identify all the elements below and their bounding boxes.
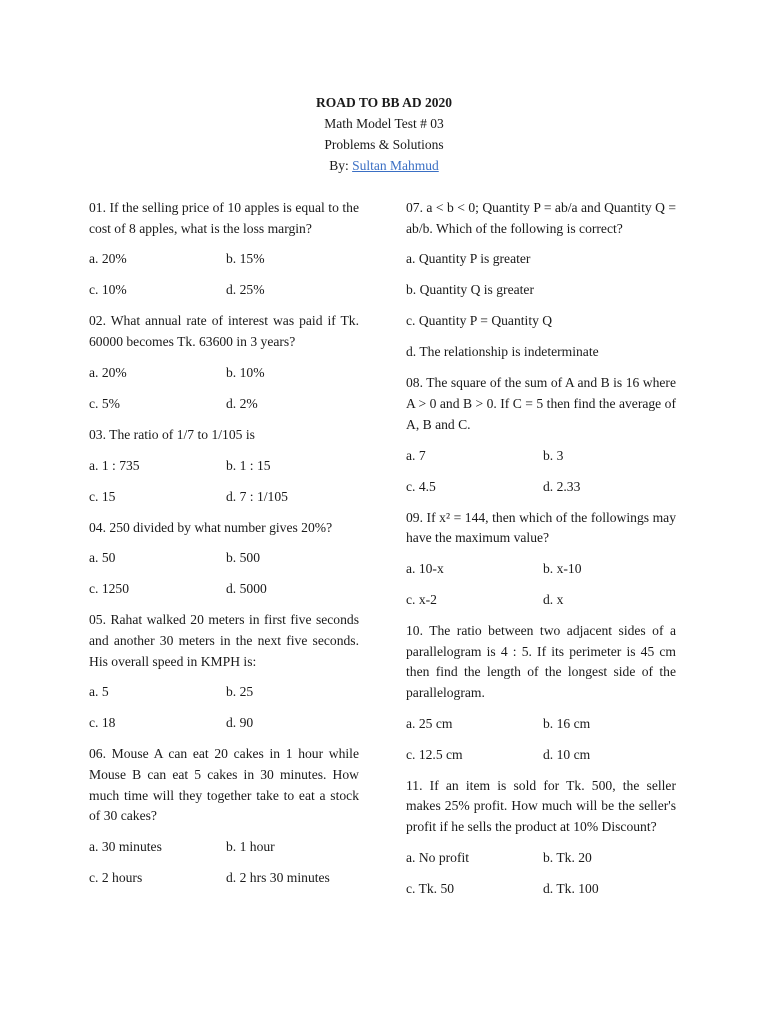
options — [89, 682, 359, 744]
question-06 — [89, 744, 359, 899]
option-c: c. 15 — [89, 488, 116, 504]
option-d: d. 2.33 — [543, 478, 581, 494]
option-c: c. 10% — [89, 282, 127, 298]
option-b: b. 1 : 15 — [226, 457, 271, 473]
question-text: 05. Rahat walked 20 meters in first five seconds and another 30 meters in the next five seconds. His overall speed in KMPH is: — [89, 612, 359, 669]
question-text: 03. The ratio of 1/7 to 1/105 is — [89, 426, 255, 442]
options — [89, 363, 359, 425]
option-a: a. 30 minutes — [89, 839, 162, 855]
option-b: b. 15% — [226, 251, 265, 267]
author-line — [0, 155, 768, 176]
option-b: b. 1 hour — [226, 839, 275, 855]
question-text: 02. What annual rate of interest was paid if Tk. 60000 becomes Tk. 63600 in 3 years? — [89, 313, 359, 350]
option-c: c. 5% — [89, 395, 120, 411]
question-05 — [89, 610, 359, 744]
option-c: c. 18 — [89, 715, 116, 731]
document-subtitle-2: Problems & Solutions — [324, 137, 444, 152]
option-d: d. 25% — [226, 282, 265, 298]
option-b: b. 25 — [226, 684, 254, 700]
option-d: d. 10 cm — [543, 746, 591, 762]
option-a: a. 7 — [406, 447, 426, 463]
option-c: c. 12.5 cm — [406, 746, 463, 762]
question-04 — [89, 518, 359, 611]
question-text: 08. The square of the sum of A and B is 16 where A > 0 and B > 0. If C = 5 then find the average of A, B and C. — [406, 375, 676, 432]
options — [89, 456, 359, 518]
options — [406, 714, 676, 776]
option-a: a. 10-x — [406, 560, 444, 576]
options — [406, 848, 676, 910]
by-label: By: — [329, 158, 353, 173]
options — [406, 446, 676, 508]
option-a: a. 50 — [89, 550, 116, 566]
question-07 — [406, 198, 676, 363]
option-b: b. 16 cm — [543, 715, 591, 731]
option-a: a. No profit — [406, 849, 470, 865]
question-11 — [406, 776, 676, 910]
option-c: c. 4.5 — [406, 478, 436, 494]
option-d: d. 5000 — [226, 581, 267, 597]
option-a: a. Quantity P is greater — [406, 251, 531, 267]
question-02 — [89, 311, 359, 424]
left-column — [89, 198, 359, 899]
options — [89, 249, 359, 311]
options — [406, 559, 676, 621]
author-link[interactable]: Sultan Mahmud — [352, 158, 439, 173]
question-08 — [406, 373, 676, 507]
options — [89, 837, 359, 899]
option-b: b. Tk. 20 — [543, 849, 592, 865]
option-d: d. The relationship is indeterminate — [406, 344, 599, 360]
option-a: a. 20% — [89, 251, 127, 267]
document-subtitle: Math Model Test # 03 — [324, 116, 444, 131]
option-d: d. 7 : 1/105 — [226, 488, 288, 504]
question-01 — [89, 198, 359, 311]
option-d: d. Tk. 100 — [543, 880, 599, 896]
option-b: b. x-10 — [543, 560, 582, 576]
option-b: b. Quantity Q is greater — [406, 282, 534, 298]
question-text: 09. If x² = 144, then which of the followings may have the maximum value? — [406, 509, 676, 546]
question-text: 11. If an item is sold for Tk. 500, the seller makes 25% profit. How much will be the seller's profit if he sells the product at 10% Discount? — [406, 777, 676, 835]
question-text: 04. 250 divided by what number gives 20%? — [89, 519, 333, 535]
option-d: d. 2 hrs 30 minutes — [226, 870, 330, 886]
option-d: d. x — [543, 591, 564, 607]
document-title: ROAD TO BB AD 2020 — [315, 95, 453, 110]
option-a: a. 25 cm — [406, 715, 453, 731]
question-10 — [406, 621, 676, 776]
question-text: 06. Mouse A can eat 20 cakes in 1 hour while Mouse B can eat 5 cakes in 30 minutes. How much time will they together take to eat a stock of 30 cakes? — [89, 746, 359, 824]
option-d: d. 90 — [226, 715, 254, 731]
option-c: c. Tk. 50 — [406, 880, 455, 896]
question-03 — [89, 425, 359, 518]
question-text: 07. a < b < 0; Quantity P = ab/a and Quantity Q = ab/b. Which of the following is correct? — [406, 200, 676, 236]
option-a: a. 20% — [89, 364, 127, 380]
options — [89, 548, 359, 610]
option-b: b. 10% — [226, 364, 265, 380]
option-b: b. 3 — [543, 447, 564, 463]
option-c: c. Quantity P = Quantity Q — [406, 313, 553, 329]
option-a: a. 5 — [89, 684, 109, 700]
option-b: b. 500 — [226, 550, 260, 566]
question-text: 01. If the selling price of 10 apples is equal to the cost of 8 apples, what is the loss margin? — [89, 200, 359, 236]
option-d: d. 2% — [226, 395, 258, 411]
option-c: c. 1250 — [89, 581, 130, 597]
document-header — [0, 92, 768, 176]
right-column — [406, 198, 676, 910]
question-09 — [406, 508, 676, 621]
option-c: c. 2 hours — [89, 870, 143, 886]
question-text: 10. The ratio between two adjacent sides of a parallelogram is 4 : 5. If its perimeter is 45 cm then find the length of the longest side of the parallelogram. — [406, 622, 676, 701]
option-c: c. x-2 — [406, 591, 437, 607]
option-a: a. 1 : 735 — [89, 457, 140, 473]
